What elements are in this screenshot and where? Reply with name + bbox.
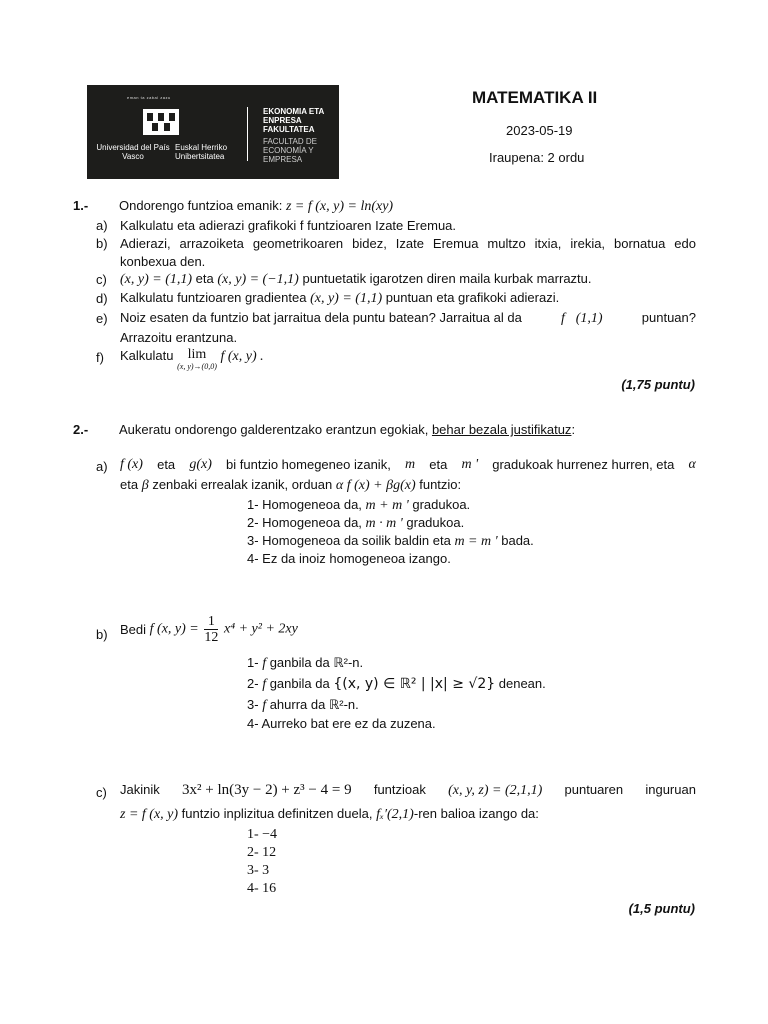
q2-a-text-2: gradukoak hurrenez hurren, eta bbox=[492, 457, 675, 472]
q2-b-option-4: 4- Aurreko bat ere ez da zuzena. bbox=[247, 716, 436, 731]
q2-a-text-1: bi funtzio homegeneo izanik, bbox=[226, 457, 391, 472]
q2-b-option-2 bbox=[247, 676, 546, 693]
q1-function: z = f (x, y) = ln(xy) bbox=[285, 199, 394, 214]
q2-a-beta: β bbox=[141, 478, 149, 493]
q2-c-line-2 bbox=[120, 806, 539, 823]
q2-b-option-1-f: f bbox=[262, 656, 267, 671]
q2-a-and-3: eta bbox=[120, 477, 139, 492]
q2-b-option-3-num: 3- bbox=[247, 697, 259, 712]
q2-number: 2.- bbox=[73, 422, 89, 437]
q2-a-option-3-post: bada. bbox=[501, 533, 534, 548]
q1-c-line bbox=[120, 271, 592, 288]
q1-b-text-1: Adierazi, arrazoiketa geometrikoaren bidez, Izate Eremua multzo itxia, irekia, bornatua edo bbox=[120, 236, 696, 251]
q2-a-line-2 bbox=[120, 477, 461, 494]
q1-f-label: f) bbox=[96, 350, 104, 365]
q1-d-line bbox=[120, 290, 559, 307]
q2-b-option-2-post: denean. bbox=[498, 676, 546, 691]
q2-a-alpha: α bbox=[688, 457, 696, 472]
q2-b-rhs: x⁴ + y² + 2xy bbox=[224, 621, 298, 637]
q2-b-denominator: 12 bbox=[204, 630, 219, 645]
q2-c-option-1: 1- −4 bbox=[247, 827, 278, 842]
q1-e-text-1: Noiz esaten da funtzio bat jarraitua dela puntu batean? Jarraitua al da bbox=[120, 310, 522, 325]
q1-e-f: f bbox=[561, 311, 565, 326]
q2-intro-underlined: behar bezala justifikatuz bbox=[431, 422, 572, 437]
q1-c-label: c) bbox=[96, 272, 107, 287]
q1-intro: Ondorengo funtzioa emanik: bbox=[119, 198, 283, 213]
q2-b-option-3-text: ahurra da ℝ²-n. bbox=[269, 697, 359, 712]
q2-a-and-2: eta bbox=[429, 457, 448, 472]
q2-c-word-4: inguruan bbox=[645, 782, 696, 797]
q1-b-text-2: konbexua den. bbox=[120, 254, 206, 269]
q2-b-option-2-set: {(x, y) ∈ ℝ² | |x| ≥ √2} bbox=[333, 676, 496, 692]
q2-a-option-3-pre: 3- Homogeneoa da soilik baldin eta bbox=[247, 533, 451, 548]
q1-a-label: a) bbox=[96, 218, 108, 233]
q2-c-option-4: 4- 16 bbox=[247, 881, 277, 896]
q2-c-text-post: -ren balioa izango da: bbox=[413, 806, 539, 821]
q1-f-line bbox=[120, 348, 264, 373]
q2-a-m-prime: m ' bbox=[461, 457, 479, 472]
q2-a-option-2 bbox=[247, 515, 464, 532]
q2-intro: Aukeratu ondorengo galderentzako erantzun egokiak, bbox=[119, 422, 429, 437]
q2-b-fraction bbox=[204, 614, 218, 645]
q2-b-option-2-f: f bbox=[262, 677, 267, 692]
q2-c-partial: fₓ′(2,1) bbox=[376, 807, 414, 822]
q2-c-equation: 3x² + ln(3y − 2) + z³ − 4 = 9 bbox=[181, 782, 352, 798]
q2-a-text-4: funtzio: bbox=[419, 477, 462, 492]
q1-d-text-pre: Kalkulatu funtzioaren gradientea bbox=[120, 290, 307, 305]
q2-c-line-1 bbox=[120, 782, 696, 799]
q2-b-option-3-f: f bbox=[262, 698, 267, 713]
q2-header bbox=[73, 422, 576, 437]
logo-motto: eman ta zabal zazu bbox=[127, 95, 171, 100]
exam-title: MATEMATIKA II bbox=[472, 88, 598, 107]
q2-a-g: g(x) bbox=[189, 457, 212, 472]
q1-c-point-1: (x, y) = (1,1) bbox=[120, 272, 193, 287]
university-name-eu: Euskal Herriko Unibertsitatea bbox=[175, 143, 228, 161]
q2-b-label: b) bbox=[96, 627, 108, 642]
q2-a-option-1-post: gradukoa. bbox=[412, 497, 471, 512]
q1-f-lim-sub: (x, y)→(0,0) bbox=[177, 362, 217, 371]
q2-c-option-2: 2- 12 bbox=[247, 845, 277, 860]
q2-c-text: funtzio inplizitua definitzen duela, bbox=[181, 806, 373, 821]
q2-c-word-1: Jakinik bbox=[120, 782, 160, 797]
q1-number: 1.- bbox=[73, 198, 89, 213]
q2-a-option-2-pre: 2- Homogeneoa da, bbox=[247, 515, 362, 530]
q2-c-word-3: puntuaren bbox=[564, 782, 624, 797]
q2-a-option-3-math: m = m ' bbox=[454, 534, 498, 549]
q2-c-point: (x, y, z) = (2,1,1) bbox=[448, 783, 543, 798]
q1-a-text: Kalkulatu eta adierazi grafikoki f funtzioaren Izate Eremua. bbox=[120, 218, 457, 233]
q2-a-option-1-pre: 1- Homogeneoa da, bbox=[247, 497, 362, 512]
q2-a-option-2-math: m · m ' bbox=[365, 516, 403, 531]
exam-duration: Iraupena: 2 ordu bbox=[489, 150, 585, 165]
q2-b-option-2-num: 2- bbox=[247, 676, 259, 691]
q2-a-f: f (x) bbox=[120, 457, 143, 472]
q1-e-text-post: puntuan? bbox=[641, 310, 696, 325]
logo-divider bbox=[247, 107, 248, 161]
faculty-name-eu: EKONOMIA ETA ENPRESA FAKULTATEA bbox=[263, 107, 325, 134]
q2-a-m: m bbox=[404, 457, 416, 472]
q2-c-label: c) bbox=[96, 785, 107, 800]
q2-a-and-1: eta bbox=[157, 457, 176, 472]
q2-a-option-4: 4- Ez da inoiz homogeneoa izango. bbox=[247, 551, 451, 566]
q2-b-option-1 bbox=[247, 655, 363, 672]
q1-points: (1,75 puntu) bbox=[621, 377, 695, 392]
q1-d-point: (x, y) = (1,1) bbox=[310, 291, 383, 306]
q2-b-option-2-text: ganbila da bbox=[269, 676, 330, 691]
faculty-name-es: FACULTAD DE ECONOMÍA Y EMPRESA bbox=[263, 137, 317, 164]
q2-c-word-2: funtzioak bbox=[373, 782, 426, 797]
q1-e-line-1 bbox=[120, 310, 696, 327]
q2-b-option-1-num: 1- bbox=[247, 655, 259, 670]
q1-e-label: e) bbox=[96, 311, 108, 326]
q1-c-and: eta bbox=[195, 271, 214, 286]
q2-b-option-3 bbox=[247, 697, 359, 714]
q1-f-limit bbox=[177, 348, 217, 373]
q2-points: (1,5 puntu) bbox=[628, 901, 695, 916]
q2-a-label: a) bbox=[96, 459, 108, 474]
q1-d-label: d) bbox=[96, 291, 108, 306]
q2-a-combination: α f (x) + βg(x) bbox=[335, 478, 416, 493]
university-logo bbox=[87, 85, 339, 179]
q2-intro-end: : bbox=[571, 422, 576, 437]
q2-a-option-1 bbox=[247, 497, 470, 514]
exam-date: 2023-05-19 bbox=[506, 123, 573, 138]
q1-f-lim-word: lim bbox=[187, 347, 207, 362]
q2-a-option-1-math: m + m ' bbox=[365, 498, 409, 513]
university-name-es: Universidad del País Vasco bbox=[96, 143, 170, 161]
q2-a-option-2-post: gradukoa. bbox=[406, 515, 465, 530]
q2-b-text: Bedi bbox=[120, 622, 147, 637]
university-crest-icon bbox=[139, 107, 183, 137]
q2-a-option-3 bbox=[247, 533, 534, 550]
q1-header bbox=[73, 198, 394, 214]
q1-e-text-2: Arrazoitu erantzuna. bbox=[120, 330, 238, 345]
q1-f-expr: f (x, y) . bbox=[220, 349, 264, 364]
q2-c-implicit: z = f (x, y) bbox=[120, 807, 179, 822]
q2-b-numerator: 1 bbox=[204, 614, 218, 630]
q2-b-option-1-text: ganbila da ℝ²-n. bbox=[269, 655, 364, 670]
q1-e-point: (1,1) bbox=[575, 311, 603, 326]
q1-c-point-2: (x, y) = (−1,1) bbox=[217, 272, 299, 287]
q2-a-text-3: zenbaki errealak izanik, orduan bbox=[152, 477, 333, 492]
q2-b-line bbox=[120, 614, 298, 645]
q1-c-text: puntuetatik igarotzen diren maila kurbak marraztu. bbox=[302, 271, 592, 286]
q1-b-label: b) bbox=[96, 236, 108, 251]
q2-b-lhs: f (x, y) = bbox=[149, 621, 199, 637]
q2-c-option-3: 3- 3 bbox=[247, 863, 270, 878]
q1-d-text-post: puntuan eta grafikoki adierazi. bbox=[385, 290, 560, 305]
q2-a-line-1 bbox=[120, 457, 696, 473]
q1-f-text: Kalkulatu bbox=[120, 348, 174, 363]
